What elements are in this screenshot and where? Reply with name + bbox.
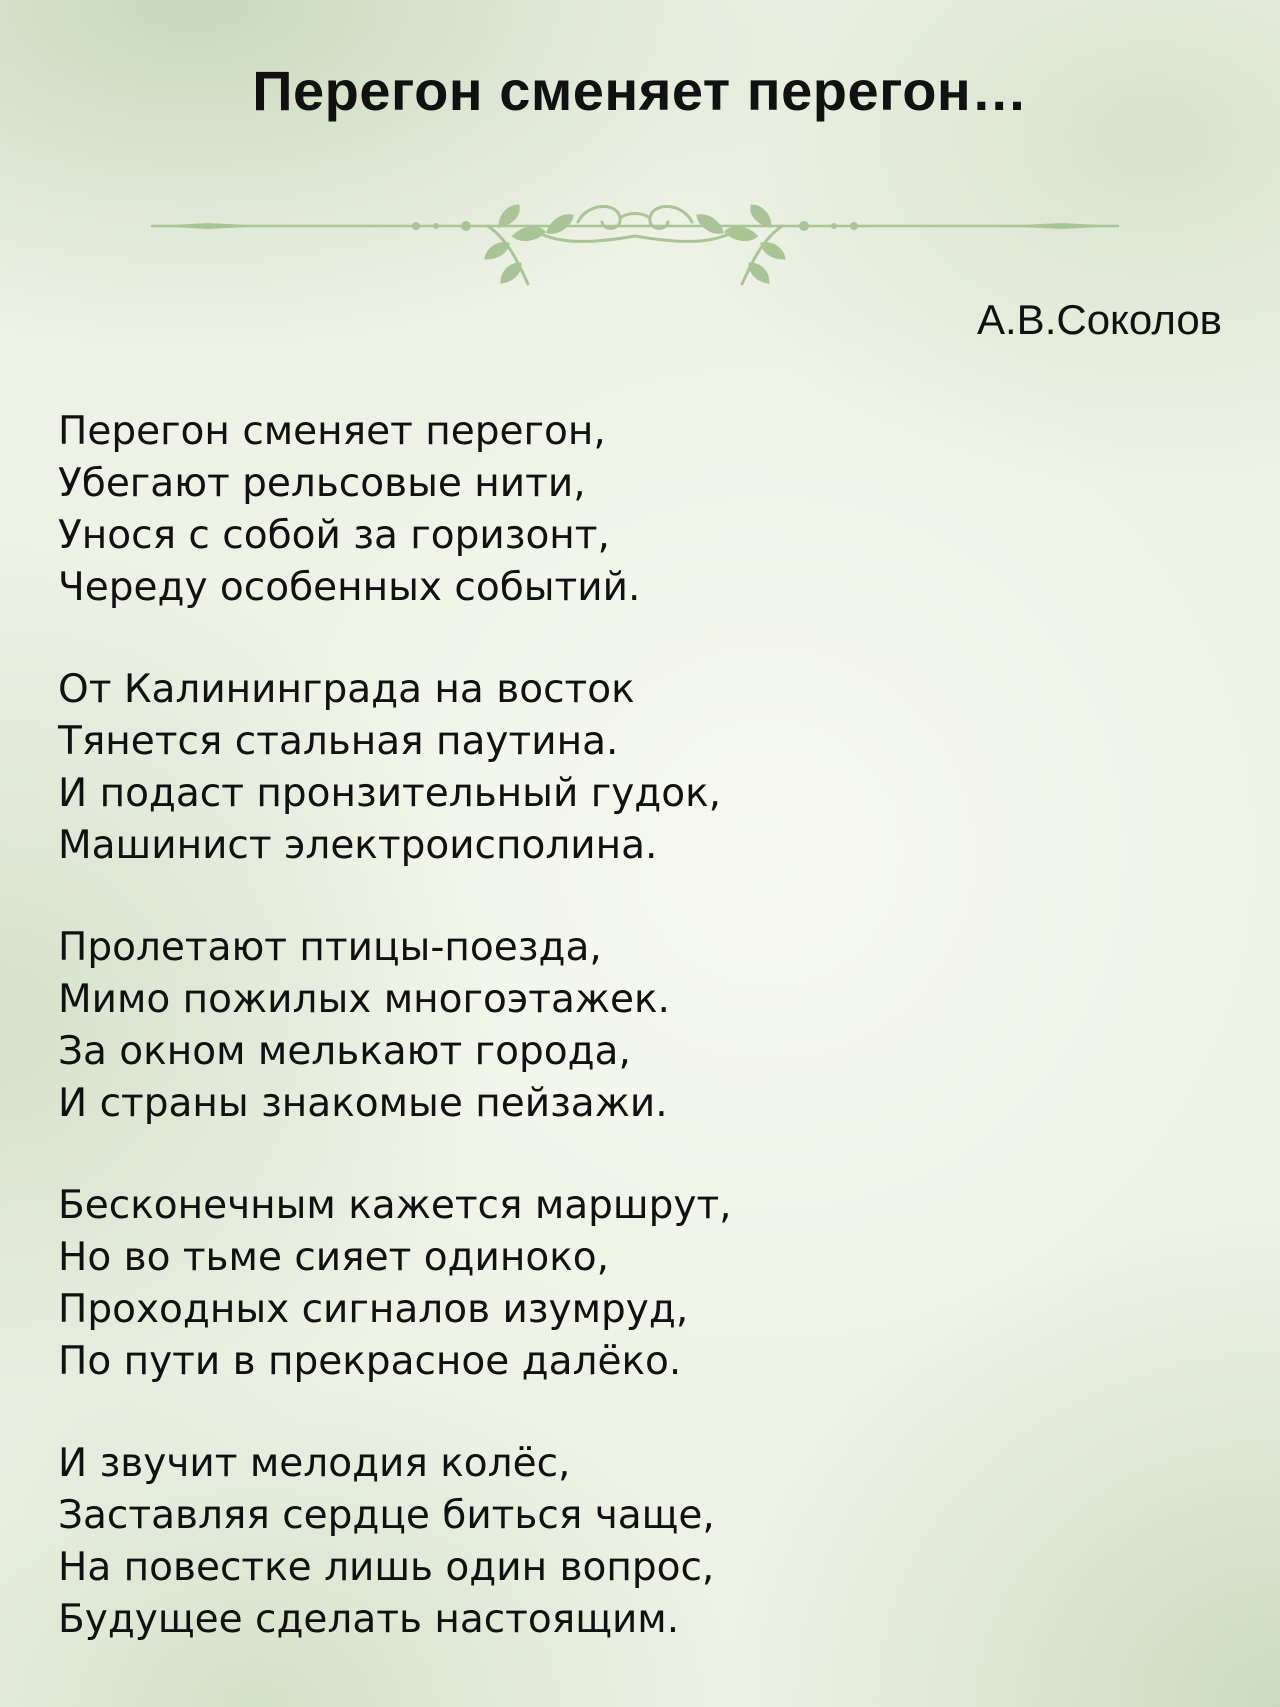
poem-line: Будущее сделать настоящим. — [58, 1597, 680, 1642]
poem-line: Унося с собой за горизонт, — [58, 513, 610, 558]
poem-line: Бесконечным кажется маршрут, — [58, 1183, 732, 1228]
poem-line: Тянется стальная паутина. — [58, 719, 619, 764]
poem-line: Проходных сигналов изумруд, — [58, 1287, 689, 1332]
poem-line: Машинист электроисполина. — [58, 823, 658, 868]
stanza — [58, 922, 1158, 1130]
poem-line: Убегают рельсовые нити, — [58, 461, 586, 506]
poem-line: И страны знакомые пейзажи. — [58, 1081, 668, 1126]
page-title: Перегон сменяет перегон… — [252, 59, 1028, 122]
poem-line: За окном мелькают города, — [58, 1029, 631, 1074]
stanza — [58, 1438, 1158, 1646]
poem-line: По пути в прекрасное далёко. — [58, 1339, 682, 1384]
poem-line: Заставляя сердце биться чаще, — [58, 1493, 715, 1538]
poem-line: И звучит мелодия колёс, — [58, 1441, 571, 1486]
stanza — [58, 1180, 1158, 1388]
poem-line: На повестке лишь один вопрос, — [58, 1545, 715, 1590]
poem-body — [58, 406, 1158, 1696]
stanza — [58, 406, 1158, 614]
poem-line: И подаст пронзительный гудок, — [58, 771, 722, 816]
poem-line: Но во тьме сияет одиноко, — [58, 1235, 610, 1280]
poem-line: Череду особенных событий. — [58, 565, 641, 610]
poem-line: Пролетают птицы-поезда, — [58, 925, 602, 970]
poem-line: От Калининграда на восток — [58, 667, 635, 712]
vine-ornament-icon — [148, 192, 1122, 292]
stanza — [58, 664, 1158, 872]
author-name: А.В.Соколов — [977, 296, 1222, 343]
poem-line: Мимо пожилых многоэтажек. — [58, 977, 670, 1022]
poem-line: Перегон сменяет перегон, — [58, 409, 606, 454]
